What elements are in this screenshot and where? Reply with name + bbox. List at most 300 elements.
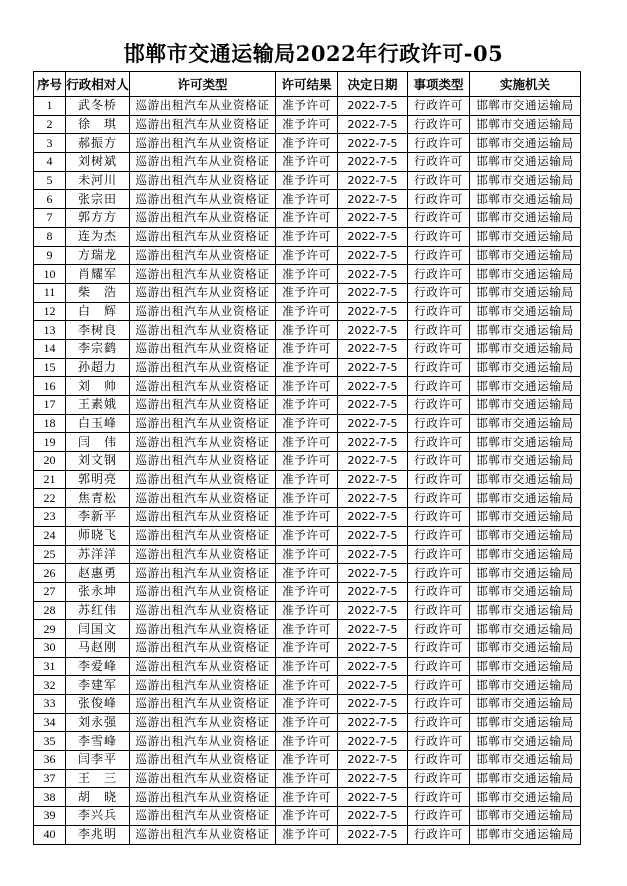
permit-type: 巡游出租汽车从业资格证 [130,414,276,433]
row-number: 20 [34,452,66,471]
permit-type: 巡游出租汽车从业资格证 [130,807,276,826]
table-row [34,433,581,452]
authority: 邯郸市交通运输局 [470,489,581,508]
party-name: 刘永强 [66,713,130,732]
authority: 邯郸市交通运输局 [470,209,581,228]
permit-type: 巡游出租汽车从业资格证 [130,283,276,302]
item-type: 行政许可 [408,638,470,657]
table-row [34,265,581,284]
permit-type: 巡游出租汽车从业资格证 [130,713,276,732]
permit-type: 巡游出租汽车从业资格证 [130,732,276,751]
permit-result: 准予许可 [276,246,338,265]
authority: 邯郸市交通运输局 [470,807,581,826]
table-row [34,564,581,583]
item-type: 行政许可 [408,825,470,844]
permit-result: 准予许可 [276,209,338,228]
permit-result: 准予许可 [276,97,338,116]
party-name: 焦青松 [66,489,130,508]
authority: 邯郸市交通运输局 [470,283,581,302]
decision-date: 2022-7-5 [338,526,408,545]
permit-type: 巡游出租汽车从业资格证 [130,339,276,358]
permit-result: 准予许可 [276,452,338,471]
table-row [34,171,581,190]
header-authority: 实施机关 [470,72,581,97]
permit-result: 准予许可 [276,564,338,583]
permit-type: 巡游出租汽车从业资格证 [130,171,276,190]
row-number: 33 [34,695,66,714]
decision-date: 2022-7-5 [338,788,408,807]
table-row [34,209,581,228]
authority: 邯郸市交通运输局 [470,732,581,751]
table-row [34,582,581,601]
table-row [34,489,581,508]
table-row [34,227,581,246]
table-row [34,302,581,321]
table-row [34,470,581,489]
permit-result: 准予许可 [276,433,338,452]
item-type: 行政许可 [408,321,470,340]
authority: 邯郸市交通运输局 [470,339,581,358]
item-type: 行政许可 [408,302,470,321]
permit-type: 巡游出租汽车从业资格证 [130,601,276,620]
authority: 邯郸市交通运输局 [470,115,581,134]
permit-type: 巡游出租汽车从业资格证 [130,788,276,807]
header-date: 决定日期 [338,72,408,97]
table-row [34,657,581,676]
party-name: 郭明亮 [66,470,130,489]
item-type: 行政许可 [408,171,470,190]
table-row [34,676,581,695]
permit-type: 巡游出租汽车从业资格证 [130,825,276,844]
party-name: 白 辉 [66,302,130,321]
permit-type: 巡游出租汽车从业资格证 [130,769,276,788]
authority: 邯郸市交通运输局 [470,470,581,489]
row-number: 18 [34,414,66,433]
item-type: 行政许可 [408,526,470,545]
decision-date: 2022-7-5 [338,582,408,601]
item-type: 行政许可 [408,470,470,489]
party-name: 刘树斌 [66,153,130,172]
decision-date: 2022-7-5 [338,321,408,340]
item-type: 行政许可 [408,433,470,452]
permit-type: 巡游出租汽车从业资格证 [130,134,276,153]
table-row [34,153,581,172]
party-name: 连为杰 [66,227,130,246]
permit-result: 准予许可 [276,788,338,807]
permit-result: 准予许可 [276,396,338,415]
row-number: 40 [34,825,66,844]
item-type: 行政许可 [408,489,470,508]
authority: 邯郸市交通运输局 [470,657,581,676]
decision-date: 2022-7-5 [338,601,408,620]
permit-result: 准予许可 [276,321,338,340]
decision-date: 2022-7-5 [338,452,408,471]
table-row [34,97,581,116]
row-number: 31 [34,657,66,676]
permit-result: 准予许可 [276,638,338,657]
permit-type: 巡游出租汽车从业资格证 [130,508,276,527]
row-number: 38 [34,788,66,807]
party-name: 李雪峰 [66,732,130,751]
permit-type: 巡游出租汽车从业资格证 [130,209,276,228]
permit-result: 准予许可 [276,526,338,545]
permit-result: 准予许可 [276,414,338,433]
party-name: 张宗田 [66,190,130,209]
permit-type: 巡游出租汽车从业资格证 [130,657,276,676]
authority: 邯郸市交通运输局 [470,769,581,788]
permit-result: 准予许可 [276,769,338,788]
permit-type: 巡游出租汽车从业资格证 [130,564,276,583]
authority: 邯郸市交通运输局 [470,676,581,695]
item-type: 行政许可 [408,227,470,246]
permit-result: 准予许可 [276,302,338,321]
party-name: 王 三 [66,769,130,788]
authority: 邯郸市交通运输局 [470,713,581,732]
authority: 邯郸市交通运输局 [470,638,581,657]
item-type: 行政许可 [408,246,470,265]
permit-result: 准予许可 [276,171,338,190]
decision-date: 2022-7-5 [338,751,408,770]
permit-type: 巡游出租汽车从业资格证 [130,489,276,508]
decision-date: 2022-7-5 [338,470,408,489]
permit-type: 巡游出租汽车从业资格证 [130,526,276,545]
decision-date: 2022-7-5 [338,676,408,695]
item-type: 行政许可 [408,396,470,415]
decision-date: 2022-7-5 [338,620,408,639]
party-name: 张永坤 [66,582,130,601]
item-type: 行政许可 [408,452,470,471]
permit-result: 准予许可 [276,134,338,153]
header-party: 行政相对人 [66,72,130,97]
table-row [34,396,581,415]
party-name: 郝振方 [66,134,130,153]
party-name: 苏红伟 [66,601,130,620]
authority: 邯郸市交通运输局 [470,825,581,844]
permit-type: 巡游出租汽车从业资格证 [130,676,276,695]
item-type: 行政许可 [408,153,470,172]
row-number: 21 [34,470,66,489]
permit-type: 巡游出租汽车从业资格证 [130,751,276,770]
decision-date: 2022-7-5 [338,713,408,732]
authority: 邯郸市交通运输局 [470,620,581,639]
decision-date: 2022-7-5 [338,283,408,302]
row-number: 4 [34,153,66,172]
row-number: 34 [34,713,66,732]
party-name: 张俊峰 [66,695,130,714]
row-number: 39 [34,807,66,826]
row-number: 32 [34,676,66,695]
row-number: 24 [34,526,66,545]
decision-date: 2022-7-5 [338,695,408,714]
permit-result: 准予许可 [276,227,338,246]
party-name: 孙超力 [66,358,130,377]
decision-date: 2022-7-5 [338,807,408,826]
permit-result: 准予许可 [276,470,338,489]
decision-date: 2022-7-5 [338,227,408,246]
table-row [34,339,581,358]
decision-date: 2022-7-5 [338,377,408,396]
decision-date: 2022-7-5 [338,396,408,415]
party-name: 李兴兵 [66,807,130,826]
party-name: 白玉峰 [66,414,130,433]
item-type: 行政许可 [408,769,470,788]
item-type: 行政许可 [408,377,470,396]
permit-result: 准予许可 [276,377,338,396]
row-number: 3 [34,134,66,153]
table-header-row [34,72,581,97]
decision-date: 2022-7-5 [338,414,408,433]
table-row [34,620,581,639]
row-number: 10 [34,265,66,284]
row-number: 9 [34,246,66,265]
table-row [34,769,581,788]
table-row [34,115,581,134]
row-number: 13 [34,321,66,340]
authority: 邯郸市交通运输局 [470,396,581,415]
permit-type: 巡游出租汽车从业资格证 [130,321,276,340]
decision-date: 2022-7-5 [338,769,408,788]
permit-result: 准予许可 [276,339,338,358]
authority: 邯郸市交通运输局 [470,153,581,172]
permit-type: 巡游出租汽车从业资格证 [130,452,276,471]
party-name: 李宗鹤 [66,339,130,358]
item-type: 行政许可 [408,713,470,732]
header-seq: 序号 [34,72,66,97]
item-type: 行政许可 [408,657,470,676]
permit-type: 巡游出租汽车从业资格证 [130,695,276,714]
table-row [34,751,581,770]
permit-result: 准予许可 [276,676,338,695]
permit-type: 巡游出租汽车从业资格证 [130,396,276,415]
item-type: 行政许可 [408,209,470,228]
authority: 邯郸市交通运输局 [470,246,581,265]
permit-result: 准予许可 [276,489,338,508]
decision-date: 2022-7-5 [338,302,408,321]
permit-type: 巡游出租汽车从业资格证 [130,582,276,601]
row-number: 22 [34,489,66,508]
table-row [34,638,581,657]
row-number: 11 [34,283,66,302]
permit-type: 巡游出租汽车从业资格证 [130,153,276,172]
permit-result: 准予许可 [276,582,338,601]
row-number: 12 [34,302,66,321]
table-row [34,788,581,807]
permit-type: 巡游出租汽车从业资格证 [130,638,276,657]
header-result: 许可结果 [276,72,338,97]
authority: 邯郸市交通运输局 [470,751,581,770]
item-type: 行政许可 [408,508,470,527]
permit-result: 准予许可 [276,601,338,620]
party-name: 肖耀军 [66,265,130,284]
item-type: 行政许可 [408,414,470,433]
row-number: 37 [34,769,66,788]
table-row [34,377,581,396]
authority: 邯郸市交通运输局 [470,582,581,601]
row-number: 35 [34,732,66,751]
table-row [34,825,581,844]
party-name: 徐 琪 [66,115,130,134]
party-name: 李兆明 [66,825,130,844]
authority: 邯郸市交通运输局 [470,788,581,807]
row-number: 29 [34,620,66,639]
decision-date: 2022-7-5 [338,564,408,583]
decision-date: 2022-7-5 [338,508,408,527]
party-name: 郭方方 [66,209,130,228]
permit-type: 巡游出租汽车从业资格证 [130,227,276,246]
permit-result: 准予许可 [276,732,338,751]
authority: 邯郸市交通运输局 [470,545,581,564]
table-row [34,134,581,153]
decision-date: 2022-7-5 [338,825,408,844]
permit-type: 巡游出租汽车从业资格证 [130,302,276,321]
authority: 邯郸市交通运输局 [470,452,581,471]
decision-date: 2022-7-5 [338,545,408,564]
permit-result: 准予许可 [276,153,338,172]
row-number: 23 [34,508,66,527]
authority: 邯郸市交通运输局 [470,695,581,714]
party-name: 闫国文 [66,620,130,639]
item-type: 行政许可 [408,339,470,358]
party-name: 赵惠勇 [66,564,130,583]
permit-result: 准予许可 [276,695,338,714]
authority: 邯郸市交通运输局 [470,302,581,321]
permit-type: 巡游出租汽车从业资格证 [130,433,276,452]
authority: 邯郸市交通运输局 [470,227,581,246]
table-row [34,807,581,826]
permit-result: 准予许可 [276,713,338,732]
permit-result: 准予许可 [276,358,338,377]
party-name: 李建军 [66,676,130,695]
permit-result: 准予许可 [276,265,338,284]
decision-date: 2022-7-5 [338,358,408,377]
row-number: 36 [34,751,66,770]
table-row [34,283,581,302]
permit-type: 巡游出租汽车从业资格证 [130,97,276,116]
decision-date: 2022-7-5 [338,246,408,265]
item-type: 行政许可 [408,283,470,302]
table-row [34,508,581,527]
decision-date: 2022-7-5 [338,190,408,209]
decision-date: 2022-7-5 [338,171,408,190]
decision-date: 2022-7-5 [338,489,408,508]
header-item-type: 事项类型 [408,72,470,97]
table-row [34,695,581,714]
party-name: 未河川 [66,171,130,190]
row-number: 16 [34,377,66,396]
party-name: 王素娥 [66,396,130,415]
permit-result: 准予许可 [276,508,338,527]
permit-result: 准予许可 [276,545,338,564]
authority: 邯郸市交通运输局 [470,564,581,583]
authority: 邯郸市交通运输局 [470,377,581,396]
item-type: 行政许可 [408,115,470,134]
decision-date: 2022-7-5 [338,433,408,452]
permit-type: 巡游出租汽车从业资格证 [130,545,276,564]
row-number: 28 [34,601,66,620]
permit-result: 准予许可 [276,283,338,302]
permit-type: 巡游出租汽车从业资格证 [130,470,276,489]
authority: 邯郸市交通运输局 [470,601,581,620]
authority: 邯郸市交通运输局 [470,321,581,340]
item-type: 行政许可 [408,695,470,714]
party-name: 武冬桥 [66,97,130,116]
permit-type: 巡游出租汽车从业资格证 [130,377,276,396]
row-number: 1 [34,97,66,116]
decision-date: 2022-7-5 [338,265,408,284]
decision-date: 2022-7-5 [338,97,408,116]
authority: 邯郸市交通运输局 [470,433,581,452]
permit-type: 巡游出租汽车从业资格证 [130,190,276,209]
table-row [34,526,581,545]
permit-result: 准予许可 [276,807,338,826]
row-number: 14 [34,339,66,358]
row-number: 19 [34,433,66,452]
item-type: 行政许可 [408,620,470,639]
table-row [34,452,581,471]
header-permit-type: 许可类型 [130,72,276,97]
table-row [34,321,581,340]
decision-date: 2022-7-5 [338,115,408,134]
party-name: 师晓飞 [66,526,130,545]
decision-date: 2022-7-5 [338,638,408,657]
row-number: 25 [34,545,66,564]
item-type: 行政许可 [408,134,470,153]
decision-date: 2022-7-5 [338,732,408,751]
decision-date: 2022-7-5 [338,657,408,676]
permit-result: 准予许可 [276,190,338,209]
authority: 邯郸市交通运输局 [470,97,581,116]
party-name: 胡 晓 [66,788,130,807]
party-name: 刘文钢 [66,452,130,471]
party-name: 闫 伟 [66,433,130,452]
party-name: 李新平 [66,508,130,527]
item-type: 行政许可 [408,751,470,770]
permit-type: 巡游出租汽车从业资格证 [130,358,276,377]
item-type: 行政许可 [408,582,470,601]
party-name: 李树良 [66,321,130,340]
permit-type: 巡游出租汽车从业资格证 [130,620,276,639]
row-number: 8 [34,227,66,246]
authority: 邯郸市交通运输局 [470,508,581,527]
permit-result: 准予许可 [276,825,338,844]
party-name: 刘 帅 [66,377,130,396]
permit-type: 巡游出租汽车从业资格证 [130,265,276,284]
permit-result: 准予许可 [276,620,338,639]
permit-result: 准予许可 [276,115,338,134]
item-type: 行政许可 [408,358,470,377]
item-type: 行政许可 [408,265,470,284]
decision-date: 2022-7-5 [338,209,408,228]
authority: 邯郸市交通运输局 [470,358,581,377]
row-number: 26 [34,564,66,583]
table-row [34,545,581,564]
permit-result: 准予许可 [276,751,338,770]
decision-date: 2022-7-5 [338,134,408,153]
row-number: 15 [34,358,66,377]
permit-result: 准予许可 [276,657,338,676]
authority: 邯郸市交通运输局 [470,171,581,190]
party-name: 闫李平 [66,751,130,770]
row-number: 27 [34,582,66,601]
item-type: 行政许可 [408,732,470,751]
item-type: 行政许可 [408,601,470,620]
party-name: 李爱峰 [66,657,130,676]
row-number: 17 [34,396,66,415]
item-type: 行政许可 [408,97,470,116]
authority: 邯郸市交通运输局 [470,414,581,433]
item-type: 行政许可 [408,190,470,209]
permit-type: 巡游出租汽车从业资格证 [130,115,276,134]
